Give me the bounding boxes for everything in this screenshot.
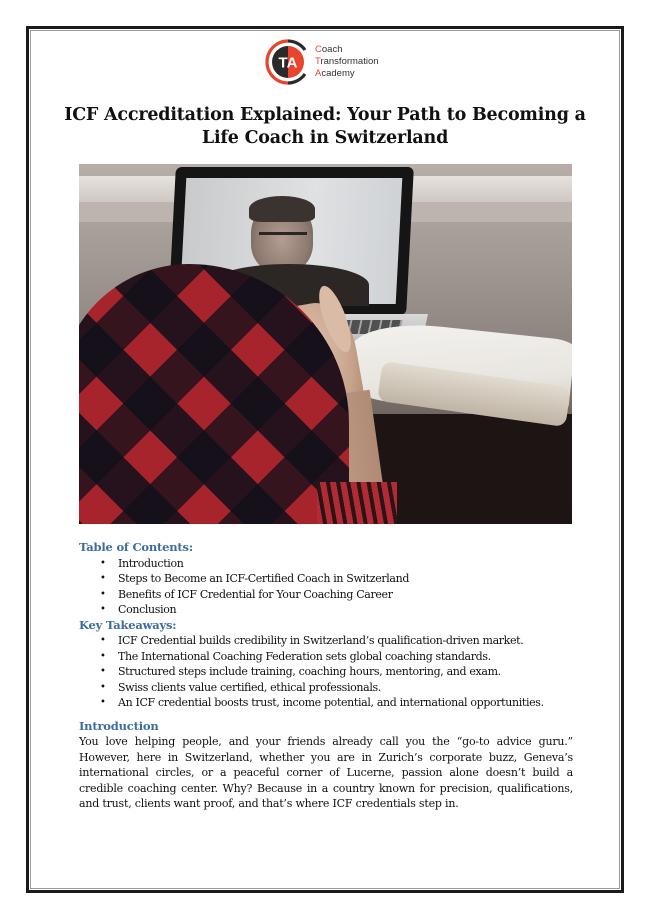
toc-item-introduction[interactable]: • Introduction — [100, 556, 573, 572]
toc-heading: Table of Contents: — [79, 540, 193, 554]
takeaways-heading: Key Takeaways: — [79, 617, 177, 632]
brand-line-1: Coach — [315, 44, 343, 55]
svg-text:TA: TA — [278, 54, 298, 72]
introduction-heading: Introduction — [79, 718, 159, 733]
takeaway-item: • An ICF credential boosts trust, income potential, and international opportunities. — [100, 695, 573, 711]
takeaway-item: • Structured steps include training, coaching hours, mentoring, and exam. — [100, 664, 573, 680]
takeaways-list — [79, 633, 573, 711]
takeaway-item: • Swiss clients value certified, ethical professionals. — [100, 680, 573, 696]
introduction-paragraph: You love helping people, and your friends already call you the “go-to advice guru.” However, here in Switzerland, whether you are in Zurich’s corporate buzz, Geneva’s international circles, or a peaceful corner of Lucerne, passion alone doesn’t build a credible coaching center. Why? Because in a country known for precision, qualifications, and trust, clients want proof, and that’s where ICF credentials step in. — [79, 735, 573, 810]
takeaway-item: • The International Coaching Federation sets global coaching standards. — [100, 649, 573, 665]
takeaway-item: • ICF Credential builds credibility in Switzerland’s qualification-driven market. — [100, 633, 573, 649]
document-title: ICF Accreditation Explained: Your Path to Becoming a Life Coach in Switzerland — [64, 105, 586, 148]
brand-line-2: Transformation — [315, 56, 379, 67]
brand-line-3: Academy — [315, 68, 355, 79]
brand-logo — [265, 38, 379, 86]
toc-item-steps[interactable]: • Steps to Become an ICF-Certified Coach in Switzerland — [100, 571, 573, 587]
toc-list — [79, 556, 573, 618]
toc-item-benefits[interactable]: • Benefits of ICF Credential for Your Coaching Career — [100, 587, 573, 603]
toc-item-conclusion[interactable]: • Conclusion — [100, 602, 573, 618]
brand-name — [315, 44, 379, 80]
hero-photo — [79, 164, 572, 524]
document-body — [79, 540, 573, 812]
ta-logo-icon — [265, 39, 311, 85]
